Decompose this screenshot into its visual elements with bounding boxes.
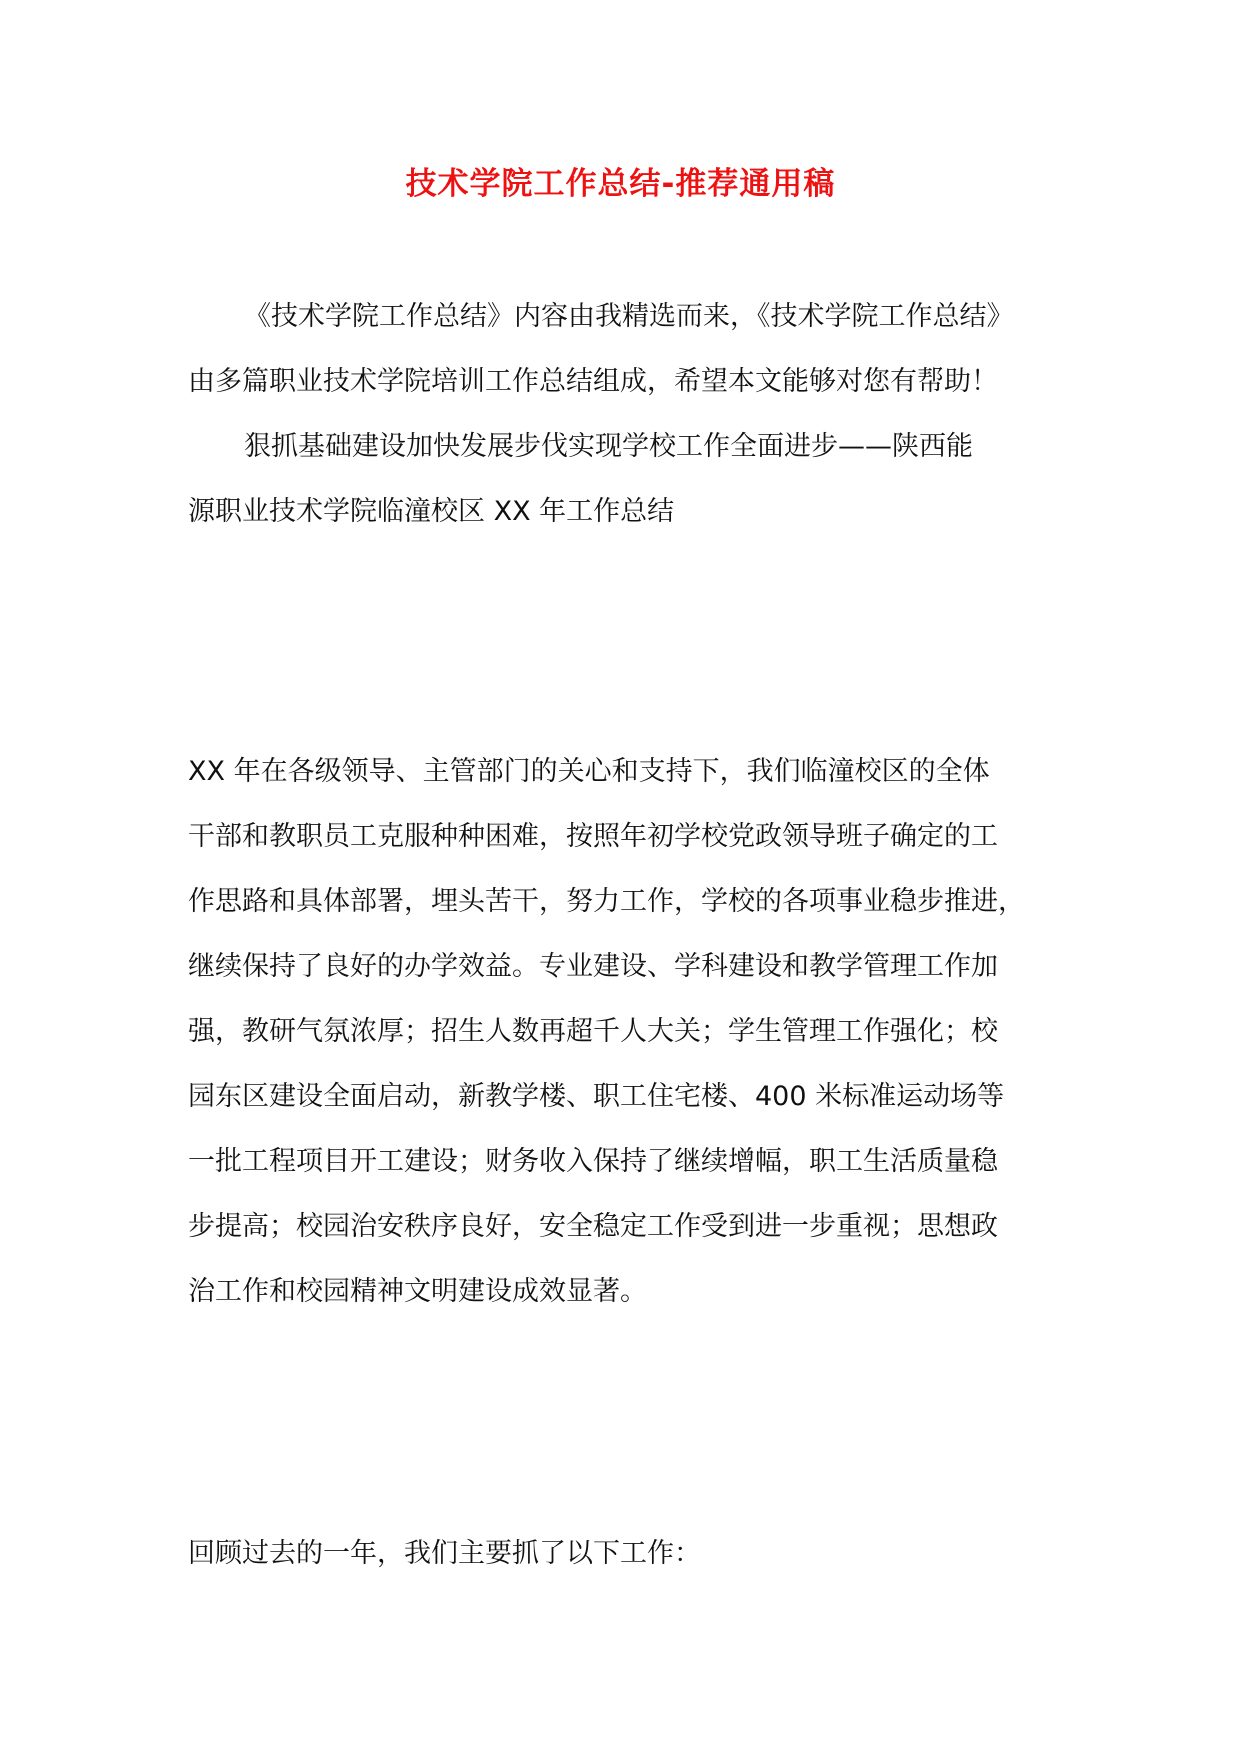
paragraph-line: 继续保持了良好的办学效益。专业建设、学科建设和教学管理工作加: [188, 951, 998, 982]
paragraph-line: 《技术学院工作总结》内容由我精选而来，《技术学院工作总结》: [244, 301, 1014, 332]
paragraph-line: 由多篇职业技术学院培训工作总结组成，希望本文能够对您有帮助！: [188, 366, 998, 397]
paragraph-line: 治工作和校园精神文明建设成效显著。: [188, 1276, 647, 1307]
subtitle-paragraph: [188, 414, 1060, 544]
paragraph-line: 一批工程项目开工建设；财务收入保持了继续增幅，职工生活质量稳: [188, 1146, 998, 1177]
document-title: 技术学院工作总结-推荐通用稿: [405, 166, 836, 202]
paragraph-line: 源职业技术学院临潼校区 XX 年工作总结: [188, 496, 675, 527]
paragraph-line: 作思路和具体部署，埋头苦干，努力工作，学校的各项事业稳步推进，: [188, 886, 1025, 917]
paragraph-line: 狠抓基础建设加快发展步伐实现学校工作全面进步——陕西能: [244, 431, 973, 462]
summary-paragraph: [188, 739, 1060, 1324]
paragraph-line: 步提高；校园治安秩序良好，安全稳定工作受到进一步重视；思想政: [188, 1211, 998, 1242]
paragraph-line: 回顾过去的一年，我们主要抓了以下工作：: [188, 1538, 701, 1569]
paragraph-line: 干部和教职员工克服种种困难，按照年初学校党政领导班子确定的工: [188, 821, 998, 852]
paragraph-line: 园东区建设全面启动，新教学楼、职工住宅楼、400 米标准运动场等: [188, 1081, 1005, 1112]
review-paragraph: [188, 1521, 1060, 1586]
paragraph-line: XX 年在各级领导、主管部门的关心和支持下，我们临潼校区的全体: [188, 756, 990, 787]
paragraph-line: 强，教研气氛浓厚；招生人数再超千人大关；学生管理工作强化；校: [188, 1016, 998, 1047]
intro-paragraph: [188, 284, 1060, 414]
